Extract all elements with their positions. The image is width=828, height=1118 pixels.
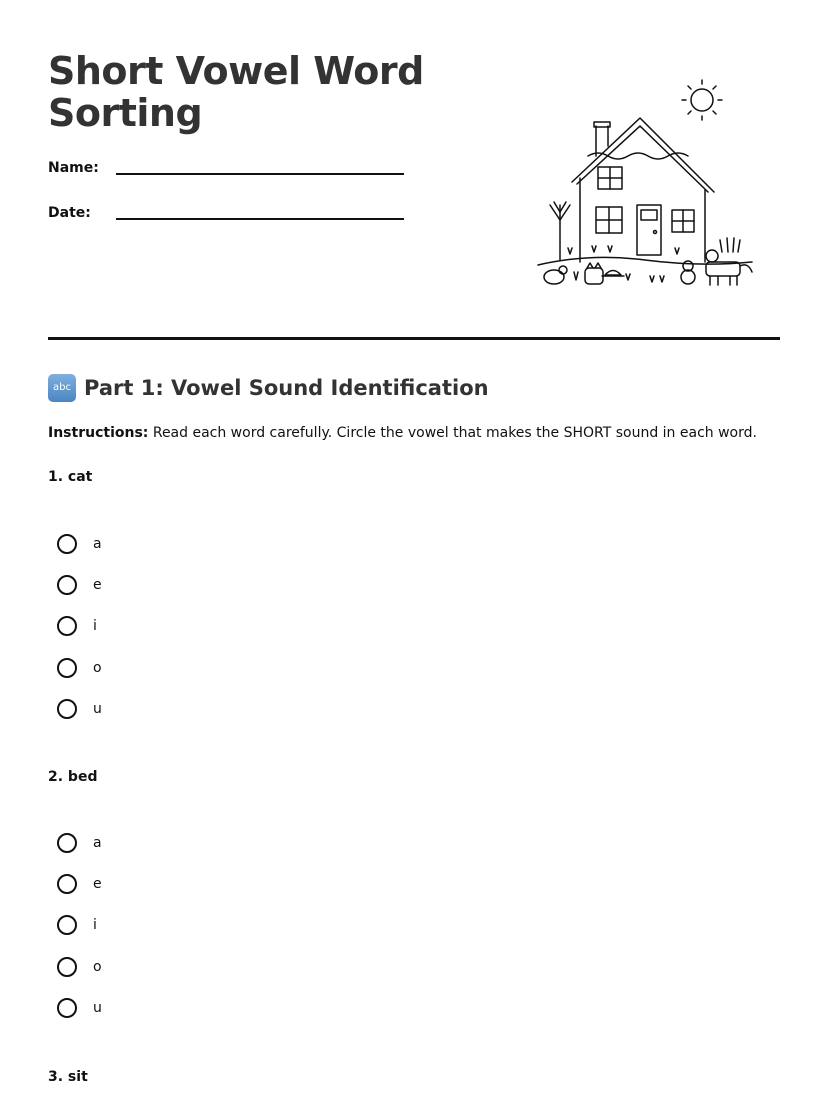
radio-button[interactable] — [57, 874, 77, 894]
radio-button[interactable] — [57, 998, 77, 1018]
question-1-option-o[interactable] — [57, 656, 102, 680]
section-divider — [48, 337, 780, 340]
name-field — [48, 160, 99, 176]
part-1-heading — [48, 374, 489, 402]
question-2-option-i[interactable] — [57, 913, 97, 937]
instructions-label: Instructions: — [48, 425, 149, 441]
radio-button[interactable] — [57, 575, 77, 595]
option-label: i — [93, 618, 97, 634]
question-1-option-i[interactable] — [57, 614, 97, 638]
radio-button[interactable] — [57, 957, 77, 977]
sun-icon — [682, 80, 722, 120]
radio-button[interactable] — [57, 534, 77, 554]
part-1-heading-text: Part 1: Vowel Sound Identification — [84, 376, 489, 400]
option-label: e — [93, 876, 102, 892]
question-2-option-e[interactable] — [57, 872, 102, 896]
option-label: u — [93, 701, 102, 717]
date-field — [48, 205, 91, 221]
option-label: a — [93, 835, 102, 851]
radio-button[interactable] — [57, 915, 77, 935]
instructions — [48, 425, 757, 441]
option-label: i — [93, 917, 97, 933]
option-label: o — [93, 959, 102, 975]
date-label: Date: — [48, 205, 91, 221]
date-input-line[interactable] — [116, 218, 404, 220]
question-2-title: 2. bed — [48, 769, 98, 785]
option-label: o — [93, 660, 102, 676]
name-input-line[interactable] — [116, 173, 404, 175]
question-1-option-u[interactable] — [57, 697, 102, 721]
name-label: Name: — [48, 160, 99, 176]
option-label: a — [93, 536, 102, 552]
question-1-title: 1. cat — [48, 469, 93, 485]
radio-button[interactable] — [57, 833, 77, 853]
page-title: Short Vowel Word Sorting — [48, 49, 424, 135]
house-icon — [572, 118, 714, 262]
radio-button[interactable] — [57, 658, 77, 678]
abc-icon: abc — [48, 374, 76, 402]
instructions-text: Read each word carefully. Circle the vowel that makes the SHORT sound in each word. — [148, 425, 757, 441]
house-illustration — [530, 70, 760, 295]
radio-button[interactable] — [57, 699, 77, 719]
question-2-option-u[interactable] — [57, 996, 102, 1020]
question-1-option-e[interactable] — [57, 573, 102, 597]
question-1-option-a[interactable] — [57, 532, 102, 556]
option-label: e — [93, 577, 102, 593]
option-label: u — [93, 1000, 102, 1016]
question-2-option-o[interactable] — [57, 955, 102, 979]
question-3-title: 3. sit — [48, 1069, 88, 1085]
question-2-option-a[interactable] — [57, 831, 102, 855]
radio-button[interactable] — [57, 616, 77, 636]
tree-icon — [550, 202, 570, 260]
